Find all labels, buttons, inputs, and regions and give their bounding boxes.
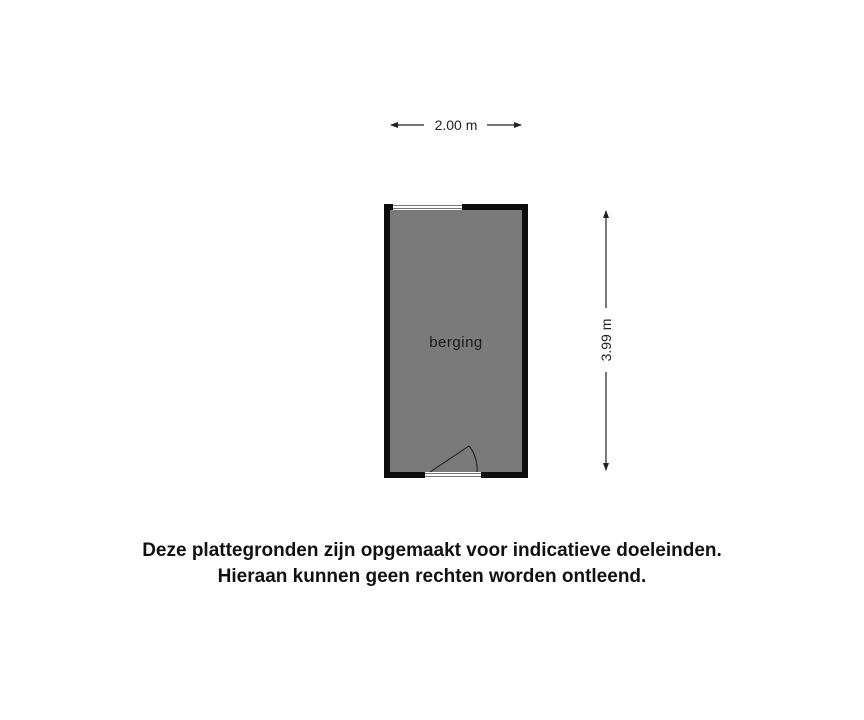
height-dimension-label: 3.99 m <box>598 318 614 362</box>
height-dimension <box>598 211 614 470</box>
disclaimer-line-1: Deze plattegronden zijn opgemaakt voor indicatieve doeleinden. <box>142 540 722 561</box>
room-berging <box>384 204 528 478</box>
disclaimer <box>0 538 864 590</box>
room-label: berging <box>429 334 483 351</box>
disclaimer-line-2: Hieraan kunnen geen rechten worden ontleend. <box>217 566 647 587</box>
window-top <box>393 204 462 210</box>
width-dimension <box>391 117 521 133</box>
width-dimension-label: 2.00 m <box>434 117 478 133</box>
